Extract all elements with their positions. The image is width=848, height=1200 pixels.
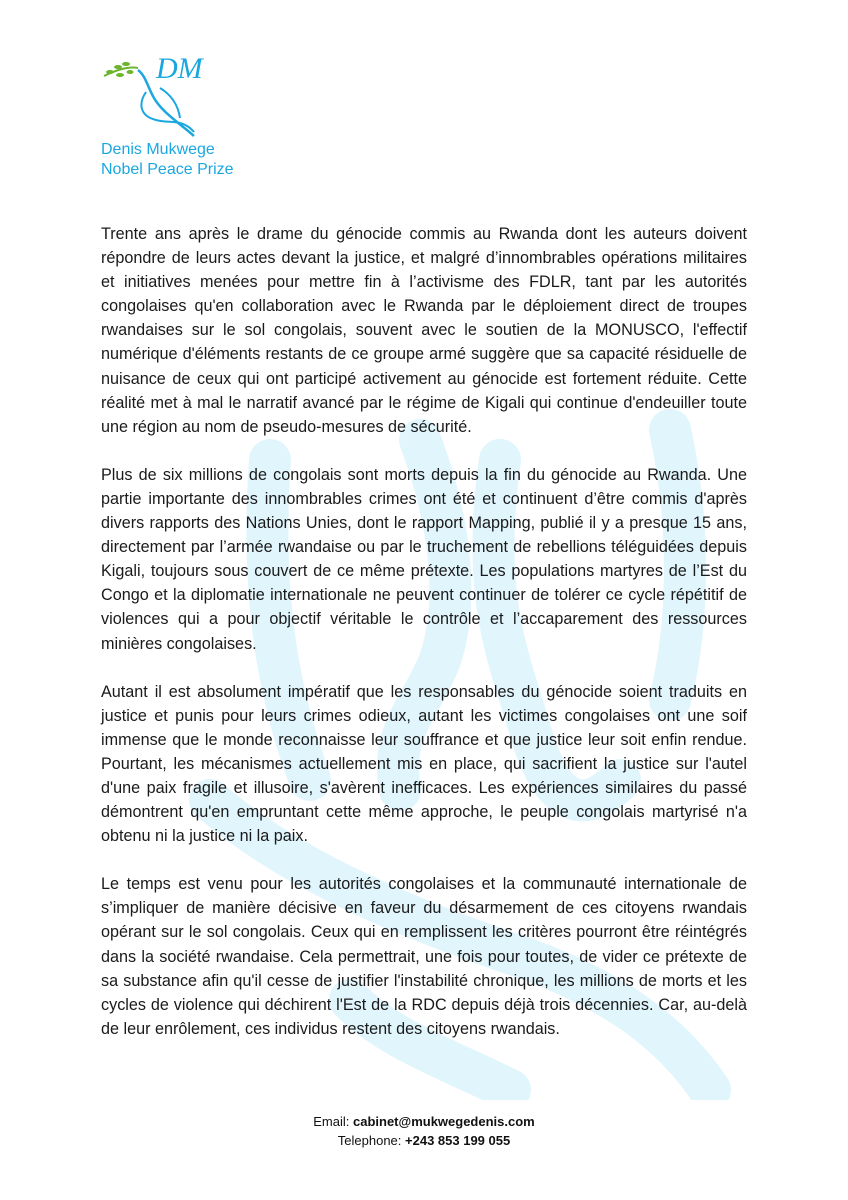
footer-contact xyxy=(0,1112,848,1150)
phone-number[interactable]: +243 853 199 055 xyxy=(405,1133,511,1148)
org-subtitle-line: Nobel Peace Prize xyxy=(101,161,234,178)
logo xyxy=(98,48,208,143)
phone-label: Telephone: xyxy=(337,1133,406,1148)
paragraph-2: Plus de six millions de congolais sont morts depuis la fin du génocide au Rwanda. Une partie importante des innombrables crimes ont été et continuent d’être commis d'après divers rapports des Nations Unies, dont le rapport Mapping, publié il y a presque 15 ans, directement par l’armée rwandaise ou par le truchement de rebellions téléguidées depuis Kigali, toujours sous couvert de ce même prétexte. Les populations martyres de l’Est du Congo et la diplomatie internationale ne peuvent continuer de tolérer ce cycle répétitif de violences qui a pour objectif véritable le contrôle et l’accaparement des ressources minières congolaises. xyxy=(101,465,747,653)
paragraph-3: Autant il est absolument impératif que les responsables du génocide soient traduits en justice et punis pour leurs crimes odieux, autant les victimes congolaises ont une soif immense que le monde reconnaisse leur souffrance et que justice leur soit enfin rendue. Pourtant, les mécanismes actuellement mis en place, qui sacrifient la justice sur l'autel d'une paix fragile et illusoire, s'avèrent inefficaces. Les expériences similaires du passé démontrent qu'en empruntant cette même approche, le peuple congolais martyrisé n'a obtenu ni la justice ni la paix. xyxy=(101,682,747,846)
email-label: Email: xyxy=(313,1114,353,1129)
paragraph-4: Le temps est venu pour les autorités congolaises et la communauté internationale de s’impliquer de manière décisive en faveur du désarmement de ces citoyens rwandais opérant sur le sol congolais. Ceux qui en remplissent les critères pourront être réintégrés dans la société rwandaise. Cela permettrait, une fois pour toutes, de vider ce prétexte de sa substance afin qu'il cesse de justifier l'instabilité chronique, les millions de morts et les cycles de violence qui déchirent l'Est de la RDC depuis déjà trois décennies. Car, au-delà de leur enrôlement, ces individus restent des citoyens rwandais. xyxy=(101,875,747,1038)
svg-text:DM: DM xyxy=(156,52,203,85)
email-link[interactable]: cabinet@mukwegedenis.com xyxy=(353,1114,535,1129)
email-line xyxy=(0,1112,848,1131)
organization-name xyxy=(101,140,234,180)
phone-line xyxy=(0,1131,848,1150)
paragraph-1: Trente ans après le drame du génocide commis au Rwanda dont les auteurs doivent répondre de leurs actes devant la justice, et malgré d’innombrables opérations militaires et initiatives menées pour mettre fin à l’activisme des FDLR, tant par les autorités congolaises qu'en collaboration avec le Rwanda par le déploiement direct de troupes rwandaises sur le sol congolais, souvent avec le soutien de la MONUSCO, l'effectif numérique d'éléments restants de ce groupe armé suggère que sa capacité résiduelle de nuisance de ceux qui ont participé activement au génocide est fortement réduite. Cette réalité met à mal le narratif avancé par le régime de Kigali qui continue d'endeuiller toute une région au nom de pseudo-mesures de sécurité. xyxy=(101,225,747,436)
dove-dm-logo-icon xyxy=(98,48,208,143)
letter-body xyxy=(101,222,747,1065)
org-name-line: Denis Mukwege xyxy=(101,141,215,158)
